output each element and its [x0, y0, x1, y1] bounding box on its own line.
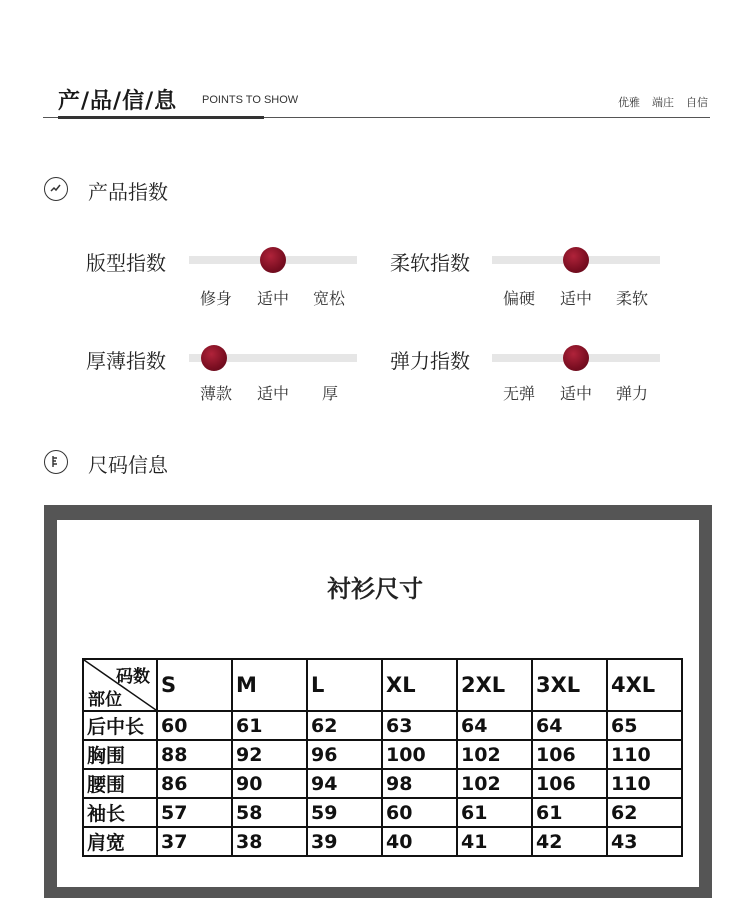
corner-cell	[83, 659, 157, 711]
header-accent-bar	[58, 116, 264, 119]
table-cell: 60	[382, 798, 457, 827]
table-cell: 90	[232, 769, 307, 798]
table-cell: 58	[232, 798, 307, 827]
table-cell: 61	[457, 798, 532, 827]
table-cell: 37	[157, 827, 232, 856]
corner-label-part: 部位	[88, 690, 122, 710]
index-slider-knob	[260, 247, 286, 273]
size-chart-title: 衬衫尺寸	[327, 575, 423, 603]
table-cell: 42	[532, 827, 607, 856]
table-cell: 102	[457, 740, 532, 769]
table-cell: 86	[157, 769, 232, 798]
table-cell: 38	[232, 827, 307, 856]
table-cell: 102	[457, 769, 532, 798]
size-header: 3XL	[532, 659, 607, 711]
header-tags	[606, 94, 708, 110]
table-cell: 61	[232, 711, 307, 740]
table-row	[83, 798, 682, 827]
size-header-row	[83, 659, 682, 711]
row-label: 腰围	[83, 769, 157, 798]
size-header: L	[307, 659, 382, 711]
table-cell: 88	[157, 740, 232, 769]
table-cell: 41	[457, 827, 532, 856]
table-cell: 110	[607, 769, 682, 798]
table-cell: 98	[382, 769, 457, 798]
index-option: 厚	[322, 384, 339, 403]
table-cell: 110	[607, 740, 682, 769]
page-subtitle: POINTS TO SHOW	[202, 94, 299, 106]
table-cell: 106	[532, 769, 607, 798]
index-option: 适中	[560, 384, 593, 403]
table-cell: 43	[607, 827, 682, 856]
table-cell: 106	[532, 740, 607, 769]
size-header: XL	[382, 659, 457, 711]
row-label: 袖长	[83, 798, 157, 827]
table-row	[83, 711, 682, 740]
index-slider-knob	[201, 345, 227, 371]
index-label: 柔软指数	[390, 251, 470, 275]
page-title: 产/品/信/息	[58, 89, 178, 114]
table-cell: 59	[307, 798, 382, 827]
table-cell: 62	[307, 711, 382, 740]
table-row	[83, 827, 682, 856]
index-option: 宽松	[313, 289, 346, 308]
table-cell: 94	[307, 769, 382, 798]
table-cell: 62	[607, 798, 682, 827]
table-cell: 65	[607, 711, 682, 740]
index-option: 适中	[560, 289, 593, 308]
table-cell: 100	[382, 740, 457, 769]
table-cell: 60	[157, 711, 232, 740]
header-tag: 端庄	[652, 96, 674, 109]
index-option: 弹力	[616, 384, 649, 403]
table-cell: 61	[532, 798, 607, 827]
index-option: 无弹	[503, 384, 536, 403]
size-header: 2XL	[457, 659, 532, 711]
index-option: 薄款	[200, 384, 233, 403]
ruler-circle-icon	[44, 450, 68, 474]
table-cell: 64	[532, 711, 607, 740]
index-label: 弹力指数	[390, 349, 470, 373]
index-slider-knob	[563, 345, 589, 371]
index-label: 版型指数	[86, 251, 166, 275]
size-header: S	[157, 659, 232, 711]
index-label: 厚薄指数	[86, 349, 166, 373]
size-header: 4XL	[607, 659, 682, 711]
table-cell: 57	[157, 798, 232, 827]
size-header: M	[232, 659, 307, 711]
table-cell: 40	[382, 827, 457, 856]
table-cell: 63	[382, 711, 457, 740]
corner-label-size: 码数	[116, 667, 150, 687]
header-tag: 优雅	[618, 96, 640, 109]
index-option: 修身	[200, 289, 233, 308]
row-label: 肩宽	[83, 827, 157, 856]
section-title-product-index: 产品指数	[88, 180, 168, 204]
table-row	[83, 740, 682, 769]
row-label: 胸围	[83, 740, 157, 769]
index-option: 适中	[257, 384, 290, 403]
row-label: 后中长	[83, 711, 157, 740]
index-option: 偏硬	[503, 289, 536, 308]
check-circle-icon	[44, 177, 68, 201]
table-row	[83, 769, 682, 798]
size-table	[82, 658, 683, 857]
header-tag: 自信	[686, 96, 708, 109]
section-title-size-info: 尺码信息	[88, 453, 168, 477]
index-option: 柔软	[616, 289, 649, 308]
table-cell: 96	[307, 740, 382, 769]
table-cell: 39	[307, 827, 382, 856]
index-slider-knob	[563, 247, 589, 273]
table-cell: 64	[457, 711, 532, 740]
index-option: 适中	[257, 289, 290, 308]
table-cell: 92	[232, 740, 307, 769]
